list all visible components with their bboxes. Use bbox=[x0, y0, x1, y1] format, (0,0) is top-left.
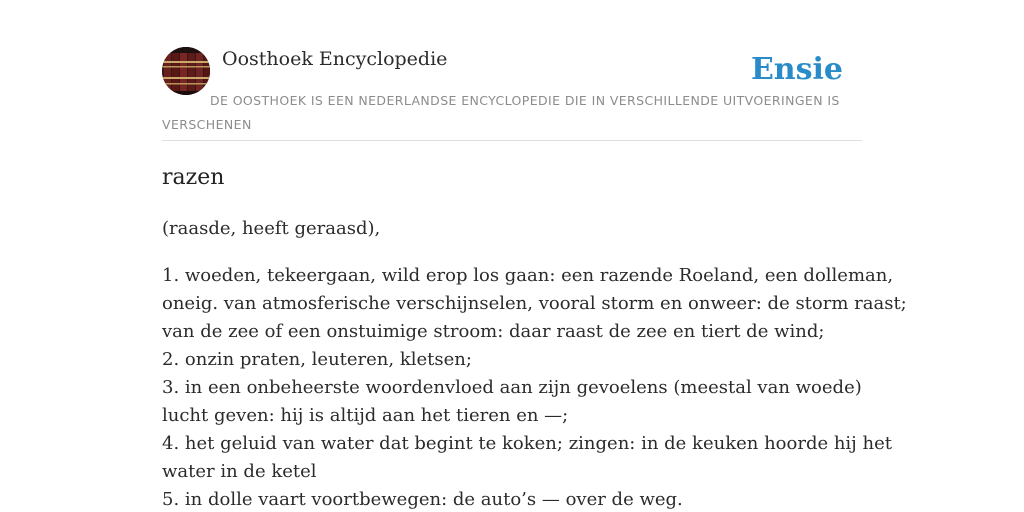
definition-line: 2. onzin praten, leuteren, kletsen; bbox=[162, 349, 472, 370]
source-description: DE OOSTHOEK IS EEN NEDERLANDSE ENCYCLOPEDIE DIE IN VERSCHILLENDE UITVOERINGEN IS VERSCHENEN bbox=[162, 93, 840, 132]
definition-line: oneig. van atmosferische verschijnselen, vooral storm en onweer: de storm raast; bbox=[162, 293, 907, 314]
ensie-logo-link[interactable]: Ensie bbox=[750, 52, 843, 87]
definition-line: van de zee of een onstuimige stroom: daar raast de zee en tiert de wind; bbox=[162, 321, 825, 342]
entry-definitions bbox=[162, 262, 907, 512]
encyclopedia-books-icon bbox=[162, 47, 210, 95]
entry-forms: (raasde, heeft geraasd), bbox=[162, 218, 381, 239]
source-title[interactable]: Oosthoek Encyclopedie bbox=[222, 48, 448, 70]
definition-line: 3. in een onbeheerste woordenvloed aan zijn gevoelens (meestal van woede) bbox=[162, 377, 862, 398]
definition-line: lucht geven: hij is altijd aan het tieren en —; bbox=[162, 405, 569, 426]
entry-title: razen bbox=[162, 165, 225, 190]
definition-line: 4. het geluid van water dat begint te koken; zingen: in de keuken hoorde hij het bbox=[162, 433, 892, 454]
definition-line: 1. woeden, tekeergaan, wild erop los gaan: een razende Roeland, een dolleman, bbox=[162, 265, 894, 286]
definition-line: water in de ketel bbox=[162, 461, 317, 482]
definition-line: 5. in dolle vaart voortbewegen: de auto’s — over de weg. bbox=[162, 489, 683, 510]
source-header bbox=[162, 46, 862, 141]
source-avatar[interactable] bbox=[162, 47, 210, 95]
entry-content bbox=[162, 215, 907, 512]
